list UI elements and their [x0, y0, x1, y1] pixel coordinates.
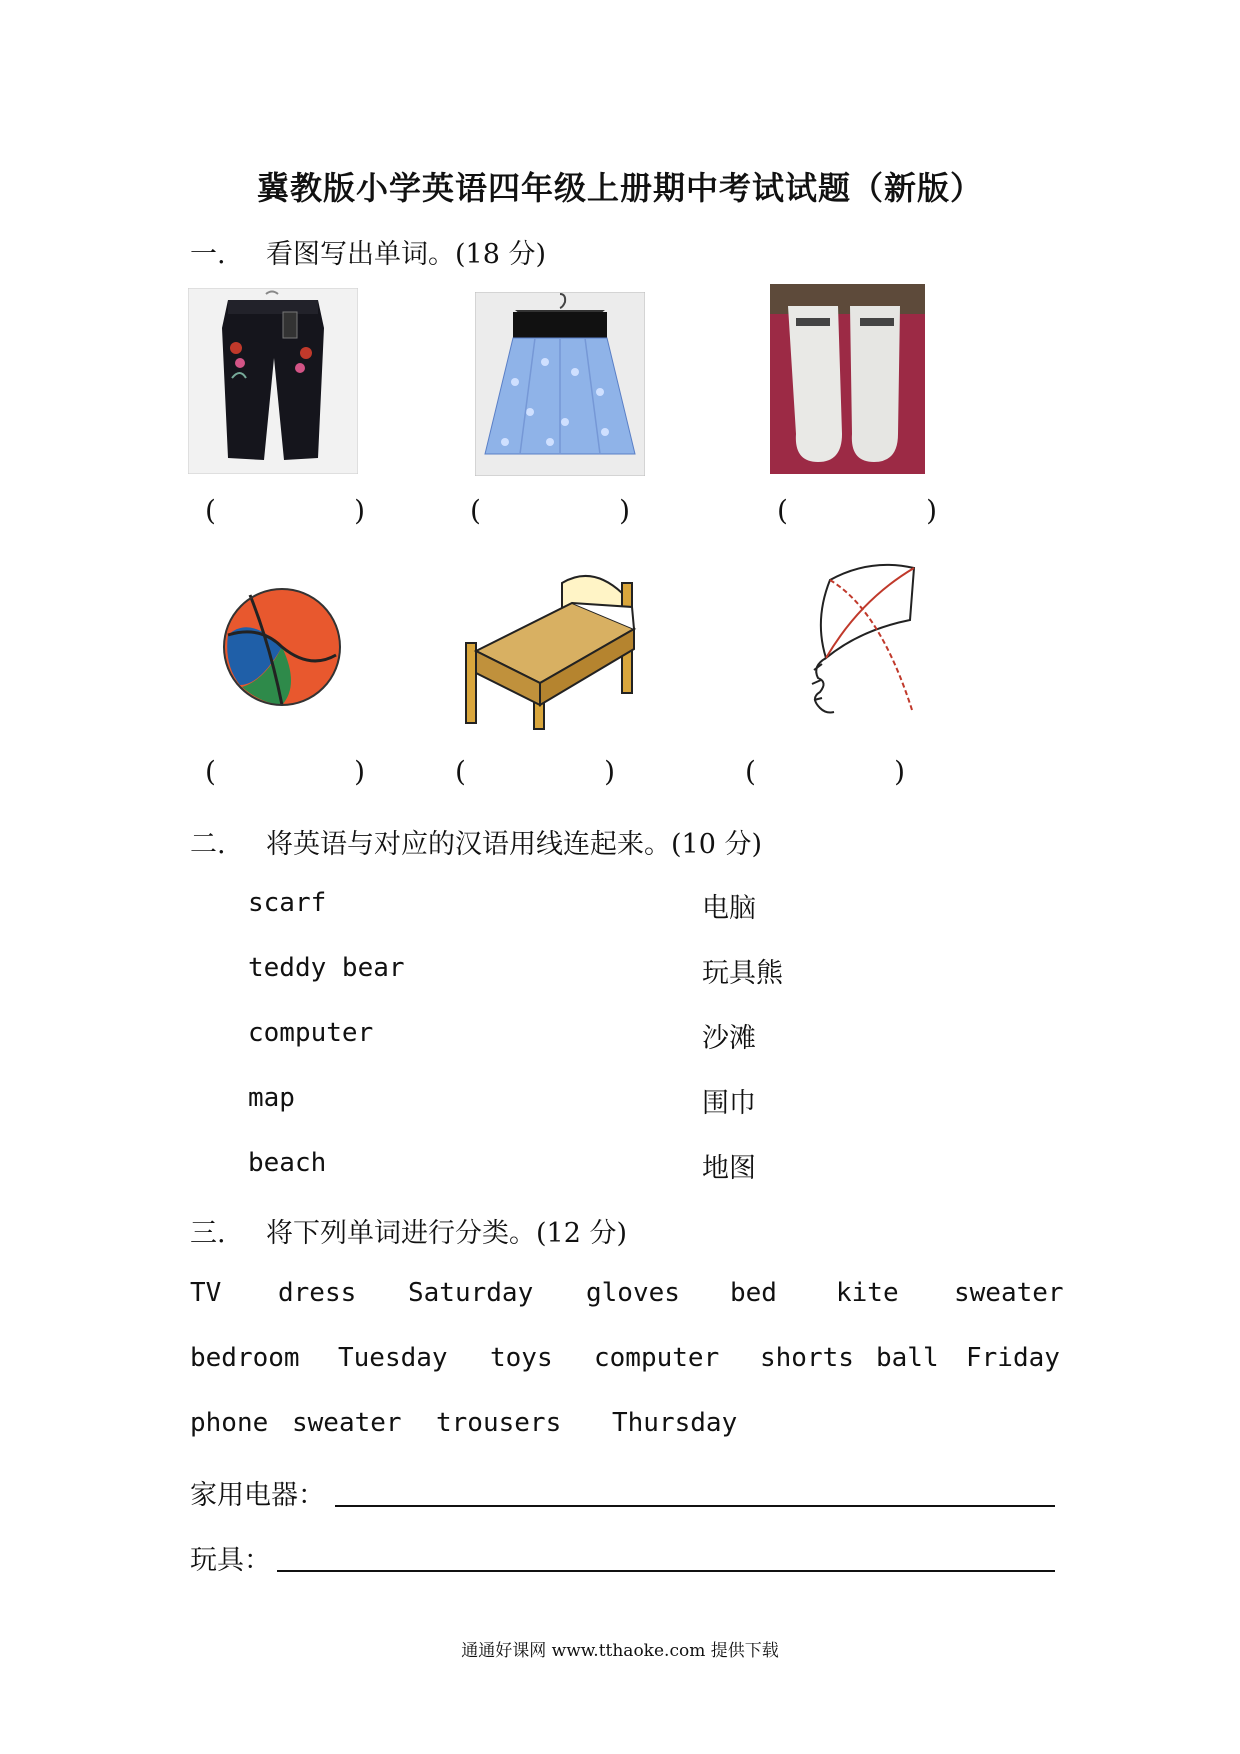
word-item: dress [278, 1278, 357, 1308]
word-item: bedroom [190, 1343, 300, 1373]
match-chinese-5[interactable]: 地图 [702, 1153, 756, 1184]
match-english-1[interactable]: scarf [248, 888, 327, 918]
match-english-5[interactable]: beach [248, 1148, 327, 1178]
section2-number: 二. [190, 829, 226, 860]
word-item: computer [594, 1343, 720, 1373]
bed-picture [462, 563, 662, 733]
match-english-4[interactable]: map [248, 1083, 295, 1113]
section3-text: 将下列单词进行分类。(12 分) [266, 1218, 628, 1249]
section1-heading [190, 232, 546, 271]
word-item: phone [190, 1408, 269, 1438]
match-chinese-3[interactable]: 沙滩 [702, 1023, 756, 1054]
section3-heading [190, 1211, 627, 1250]
section1-number: 一. [190, 239, 226, 270]
word-item: toys [490, 1343, 553, 1373]
ball-picture [220, 585, 345, 710]
section1-text: 看图写出单词。(18 分) [266, 239, 547, 270]
section2-heading [190, 822, 762, 861]
word-item: trousers [436, 1408, 562, 1438]
category-answer-line-toys[interactable] [277, 1570, 1055, 1572]
skirt-picture [475, 292, 645, 476]
section3-number: 三. [190, 1218, 226, 1249]
match-chinese-2[interactable]: 玩具熊 [702, 958, 783, 989]
match-chinese-4[interactable]: 围巾 [702, 1088, 756, 1119]
section2-text: 将英语与对应的汉语用线连起来。(10 分) [266, 829, 763, 860]
category-answer-line-appliances[interactable] [335, 1505, 1055, 1507]
word-item: Saturday [408, 1278, 534, 1308]
match-chinese-1[interactable]: 电脑 [702, 893, 756, 924]
word-item: Friday [966, 1343, 1060, 1373]
word-item: ball [876, 1343, 939, 1373]
kite-picture [790, 550, 930, 730]
socks-picture [770, 284, 925, 474]
trousers-picture [188, 288, 358, 474]
page-title: 冀教版小学英语四年级上册期中考试试题（新版） [256, 169, 983, 207]
word-item: sweater [954, 1278, 1064, 1308]
footer-source: 通通好课网 www.tthaoke.com 提供下载 [461, 1641, 779, 1661]
word-item: shorts [760, 1343, 854, 1373]
word-item: sweater [292, 1408, 402, 1438]
word-item: gloves [586, 1278, 680, 1308]
category-label-toys: 玩具： [190, 1545, 271, 1576]
word-item: bed [730, 1278, 777, 1308]
category-label-appliances: 家用电器： [190, 1480, 325, 1511]
match-english-3[interactable]: computer [248, 1018, 374, 1048]
word-item: TV [190, 1278, 222, 1308]
match-english-2[interactable]: teddy bear [248, 953, 405, 983]
word-item: Tuesday [338, 1343, 448, 1373]
word-item: Thursday [612, 1408, 738, 1438]
word-item: kite [836, 1278, 899, 1308]
